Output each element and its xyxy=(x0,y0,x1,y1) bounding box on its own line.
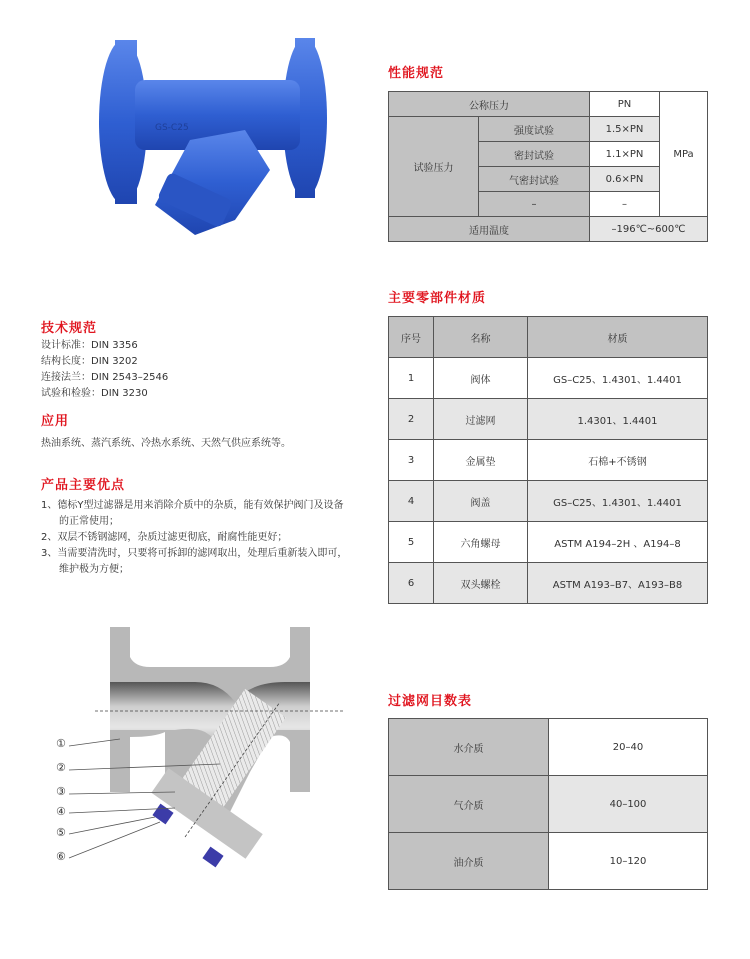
table-row: 3 金属垫 石棉+不锈钢 xyxy=(389,440,708,481)
column-header: 名称 xyxy=(434,317,528,358)
application-text: 热油系统、蒸汽系统、冷热水系统、天然气供应系统等。 xyxy=(41,438,291,449)
table-row: 油介质 10–120 xyxy=(389,833,708,890)
tech-spec-line: 试验和检验：DIN 3230 xyxy=(41,388,148,399)
tech-spec-line: 结构长度：DIN 3202 xyxy=(41,356,138,367)
table-row: 5 六角螺母 ASTM A194–2H 、A194–8 xyxy=(389,522,708,563)
table-row: 4 阀盖 GS–C25、1.4301、1.4401 xyxy=(389,481,708,522)
cutaway-diagram xyxy=(55,622,355,872)
performance-title: 性能规范 xyxy=(388,66,445,81)
table-row: 2 过滤网 1.4301、1.4401 xyxy=(389,399,708,440)
advantages-title: 产品主要优点 xyxy=(41,478,126,493)
materials-table xyxy=(388,316,708,604)
temperature-value: –196℃~600℃ xyxy=(590,217,708,242)
table-row: 气介质 40–100 xyxy=(389,776,708,833)
temperature-label: 适用温度 xyxy=(389,217,590,242)
svg-text:GS-C25: GS-C25 xyxy=(155,123,189,133)
tech-specs-title: 技术规范 xyxy=(41,321,98,336)
strainer-section-drawing xyxy=(55,622,355,872)
callout-2: ② xyxy=(56,761,66,774)
column-header: 序号 xyxy=(389,317,434,358)
test-row-label: 气密封试验 xyxy=(479,167,590,192)
test-row-label: 密封试验 xyxy=(479,142,590,167)
table-row: 水介质 20–40 xyxy=(389,719,708,776)
materials-title: 主要零部件材质 xyxy=(388,291,487,306)
column-header: 材质 xyxy=(528,317,708,358)
y-strainer-image xyxy=(95,30,330,245)
callout-3: ③ xyxy=(56,785,66,798)
tech-spec-line: 设计标准：DIN 3356 xyxy=(41,340,138,351)
test-row-label: – xyxy=(479,192,590,217)
test-row-value: 1.5×PN xyxy=(590,117,660,142)
performance-table xyxy=(388,91,708,242)
table-row: 6 双头螺栓 ASTM A193–B7、A193–B8 xyxy=(389,563,708,604)
test-row-value: 1.1×PN xyxy=(590,142,660,167)
advantage-item: 2、双层不锈钢滤网，杂质过滤更彻底，耐腐性能更好； xyxy=(41,532,288,543)
test-row-value: – xyxy=(590,192,660,217)
callout-5: ⑤ xyxy=(56,826,66,839)
nominal-pressure-label: 公称压力 xyxy=(389,92,590,117)
nominal-pressure-value: PN xyxy=(590,92,660,117)
table-row: 1 阀体 GS–C25、1.4301、1.4401 xyxy=(389,358,708,399)
test-pressure-label: 试验压力 xyxy=(389,117,479,217)
mesh-table xyxy=(388,718,708,890)
advantage-item: 1、德标Y型过滤器是用来消除介质中的杂质，能有效保护阀门及设备 的正常使用； xyxy=(41,500,344,527)
tech-specs-list xyxy=(41,338,168,402)
callout-1: ① xyxy=(56,737,66,750)
callout-6: ⑥ xyxy=(56,850,66,863)
test-row-label: 强度试验 xyxy=(479,117,590,142)
product-photo xyxy=(95,30,330,245)
mesh-title: 过滤网目数表 xyxy=(388,694,473,709)
unit-cell: MPa xyxy=(660,92,708,217)
advantages-list xyxy=(41,498,371,578)
tech-spec-line: 连接法兰：DIN 2543–2546 xyxy=(41,372,169,383)
application-title: 应用 xyxy=(41,414,70,429)
callout-4: ④ xyxy=(56,805,66,818)
test-row-value: 0.6×PN xyxy=(590,167,660,192)
advantage-item: 3、当需要清洗时，只要将可拆卸的滤网取出，处理后重新装入即可， 维护极为方便； xyxy=(41,548,348,575)
